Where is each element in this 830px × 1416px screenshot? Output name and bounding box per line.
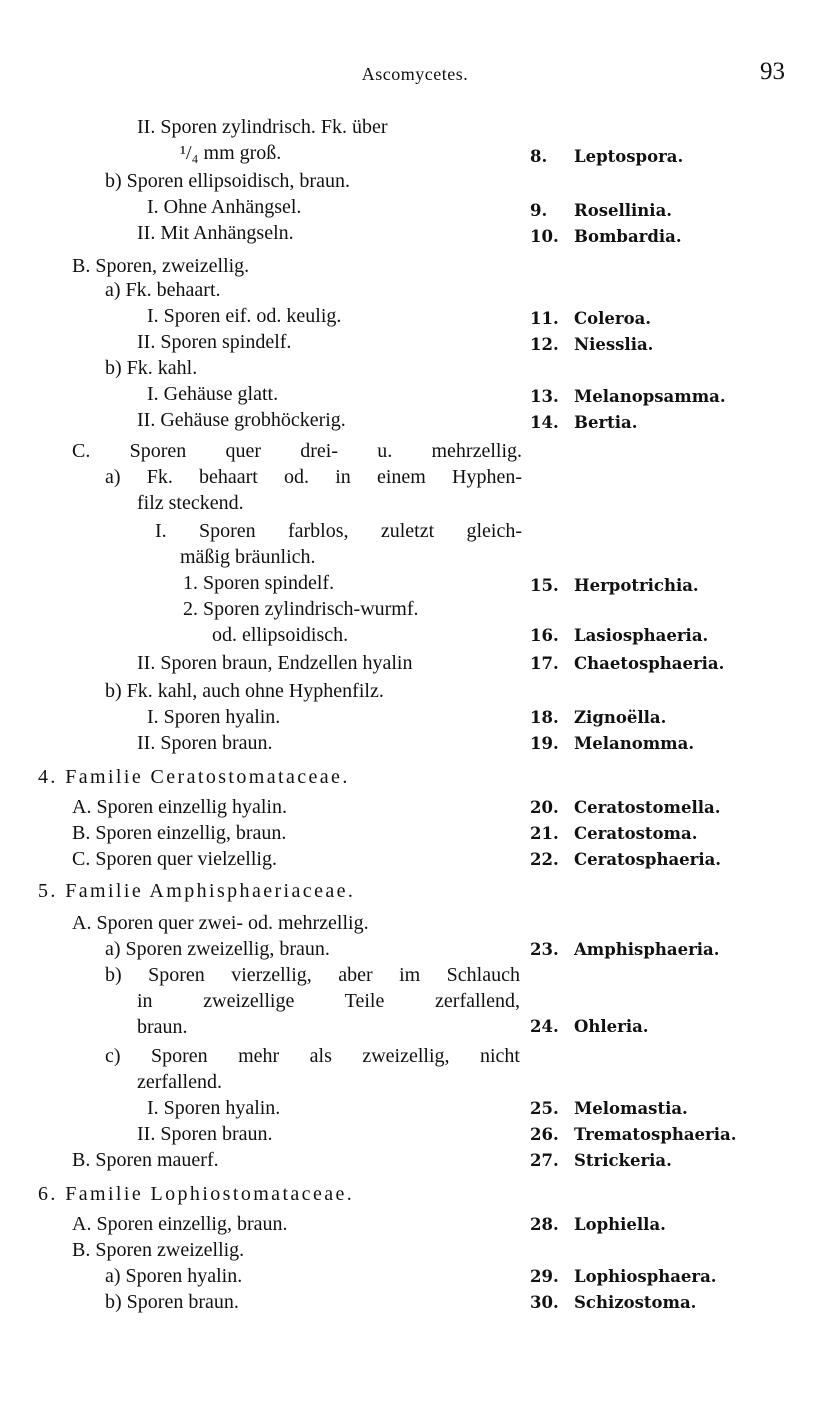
genus-name: Zignoëlla. [574, 708, 667, 727]
genus-entry [530, 1148, 672, 1174]
genus-name: Lophiella. [574, 1215, 666, 1234]
genus-entry [530, 623, 708, 649]
key-line: II. Sporen braun. [137, 732, 273, 754]
genus-entry [530, 1096, 688, 1122]
genus-number: 15. [530, 576, 559, 595]
genus-number: 21. [530, 824, 559, 843]
key-line: od. ellipsoidisch. [212, 624, 349, 646]
genus-number: 8. [530, 147, 548, 166]
genus-name: Coleroa. [574, 309, 652, 328]
genus-number: 28. [530, 1215, 559, 1234]
genus-entry [530, 224, 682, 250]
genus-entry [530, 1290, 696, 1316]
genus-entry [530, 144, 683, 170]
key-line: II. Mit Anhängseln. [137, 222, 294, 244]
key-line: I. Ohne Anhängsel. [147, 196, 302, 218]
key-line: b) Sporen ellipsoidisch, braun. [105, 170, 350, 192]
genus-name: Melanomma. [574, 734, 695, 753]
key-line: a) Sporen zweizellig, braun. [105, 938, 330, 960]
genus-name: Ohleria. [574, 1017, 649, 1036]
genus-number: 23. [530, 940, 559, 959]
genus-entry [530, 1014, 649, 1040]
key-line: I. Sporen hyalin. [147, 706, 281, 728]
genus-number: 13. [530, 387, 559, 406]
key-line: mäßig bräunlich. [180, 546, 316, 568]
genus-name: Trematosphaeria. [574, 1125, 737, 1144]
key-line: b) Sporen braun. [105, 1291, 239, 1313]
genus-name: Ceratosphaeria. [574, 850, 722, 869]
genus-entry [530, 198, 672, 224]
genus-number: 30. [530, 1293, 559, 1312]
key-line: a) Fk. behaart od. in einem Hyphen- [105, 466, 522, 488]
genus-entry [530, 847, 721, 873]
genus-name: Bertia. [574, 413, 638, 432]
key-line: I. Sporen farblos, zuletzt gleich- [155, 520, 522, 542]
key-line: ¹/₄ mm groß. [180, 142, 282, 164]
genus-number: 29. [530, 1267, 559, 1286]
genus-name: Herpotrichia. [574, 576, 699, 595]
key-line: zerfallend. [137, 1071, 222, 1093]
family-heading: 6. Familie Lophiostomataceae. [38, 1183, 355, 1205]
key-line: c) Sporen mehr als zweizellig, nicht [105, 1045, 520, 1067]
key-line: B. Sporen mauerf. [72, 1149, 219, 1171]
key-line: B. Sporen, zweizellig. [72, 255, 250, 277]
running-header: Ascomycetes. [361, 64, 469, 84]
genus-name: Niesslia. [574, 335, 654, 354]
key-line: in zweizellige Teile zerfallend, [137, 990, 520, 1012]
genus-name: Melomastia. [574, 1099, 688, 1118]
key-line: 1. Sporen spindelf. [183, 572, 335, 594]
genus-number: 25. [530, 1099, 559, 1118]
genus-entry [530, 1264, 717, 1290]
key-line: A. Sporen einzellig hyalin. [72, 796, 287, 818]
genus-number: 27. [530, 1151, 559, 1170]
key-line: a) Fk. behaart. [105, 279, 221, 301]
key-line: braun. [137, 1016, 188, 1038]
family-heading: 5. Familie Amphisphaeriaceae. [38, 880, 356, 902]
genus-name: Amphisphaeria. [574, 940, 720, 959]
genus-number: 9. [530, 201, 548, 220]
genus-number: 12. [530, 335, 559, 354]
genus-entry [530, 573, 699, 599]
genus-number: 17. [530, 654, 559, 673]
genus-name: Lasiosphaeria. [574, 626, 709, 645]
genus-number: 24. [530, 1017, 559, 1036]
key-line: b) Sporen vierzellig, aber im Schlauch [105, 964, 520, 986]
genus-entry [530, 332, 653, 358]
key-line: b) Fk. kahl. [105, 357, 198, 379]
genus-name: Ceratostoma. [574, 824, 698, 843]
key-line: C. Sporen quer drei- u. mehrzellig. [72, 440, 522, 462]
genus-name: Schizostoma. [574, 1293, 697, 1312]
key-line: A. Sporen quer zwei- od. mehrzellig. [72, 912, 369, 934]
genus-number: 14. [530, 413, 559, 432]
genus-number: 19. [530, 734, 559, 753]
key-line: C. Sporen quer vielzellig. [72, 848, 277, 870]
genus-entry [530, 410, 637, 436]
key-line: B. Sporen zweizellig. [72, 1239, 245, 1261]
genus-name: Leptospora. [574, 147, 684, 166]
genus-number: 22. [530, 850, 559, 869]
key-line: I. Sporen hyalin. [147, 1097, 281, 1119]
genus-entry [530, 821, 697, 847]
key-line: II. Sporen braun, Endzellen hyalin [137, 652, 413, 674]
key-line: b) Fk. kahl, auch ohne Hyphenfilz. [105, 680, 384, 702]
genus-name: Rosellinia. [574, 201, 673, 220]
genus-name: Lophiosphaera. [574, 1267, 717, 1286]
genus-name: Melanopsamma. [574, 387, 726, 406]
genus-entry [530, 651, 724, 677]
key-line: B. Sporen einzellig, braun. [72, 822, 287, 844]
genus-number: 16. [530, 626, 559, 645]
genus-entry [530, 795, 721, 821]
key-line: filz steckend. [137, 492, 244, 514]
key-line: II. Sporen spindelf. [137, 331, 292, 353]
genus-entry [530, 306, 651, 332]
key-line: II. Sporen zylindrisch. Fk. über [137, 116, 388, 138]
genus-name: Bombardia. [574, 227, 682, 246]
key-line: II. Gehäuse grobhöckerig. [137, 409, 346, 431]
genus-number: 18. [530, 708, 559, 727]
key-line: II. Sporen braun. [137, 1123, 273, 1145]
genus-entry [530, 1212, 666, 1238]
family-heading: 4. Familie Ceratostomataceae. [38, 766, 350, 788]
genus-number: 11. [530, 309, 559, 328]
genus-name: Chaetosphaeria. [574, 654, 725, 673]
key-line: I. Gehäuse glatt. [147, 383, 279, 405]
genus-entry [530, 384, 726, 410]
genus-entry [530, 1122, 736, 1148]
genus-entry [530, 731, 694, 757]
genus-name: Ceratostomella. [574, 798, 721, 817]
genus-number: 26. [530, 1125, 559, 1144]
key-line: I. Sporen eif. od. keulig. [147, 305, 342, 327]
key-line: A. Sporen einzellig, braun. [72, 1213, 288, 1235]
genus-number: 20. [530, 798, 559, 817]
genus-name: Strickeria. [574, 1151, 672, 1170]
page-number: 93 [760, 58, 785, 85]
genus-number: 10. [530, 227, 559, 246]
key-line: 2. Sporen zylindrisch-wurmf. [183, 598, 419, 620]
key-line: a) Sporen hyalin. [105, 1265, 243, 1287]
genus-entry [530, 705, 666, 731]
genus-entry [530, 937, 719, 963]
